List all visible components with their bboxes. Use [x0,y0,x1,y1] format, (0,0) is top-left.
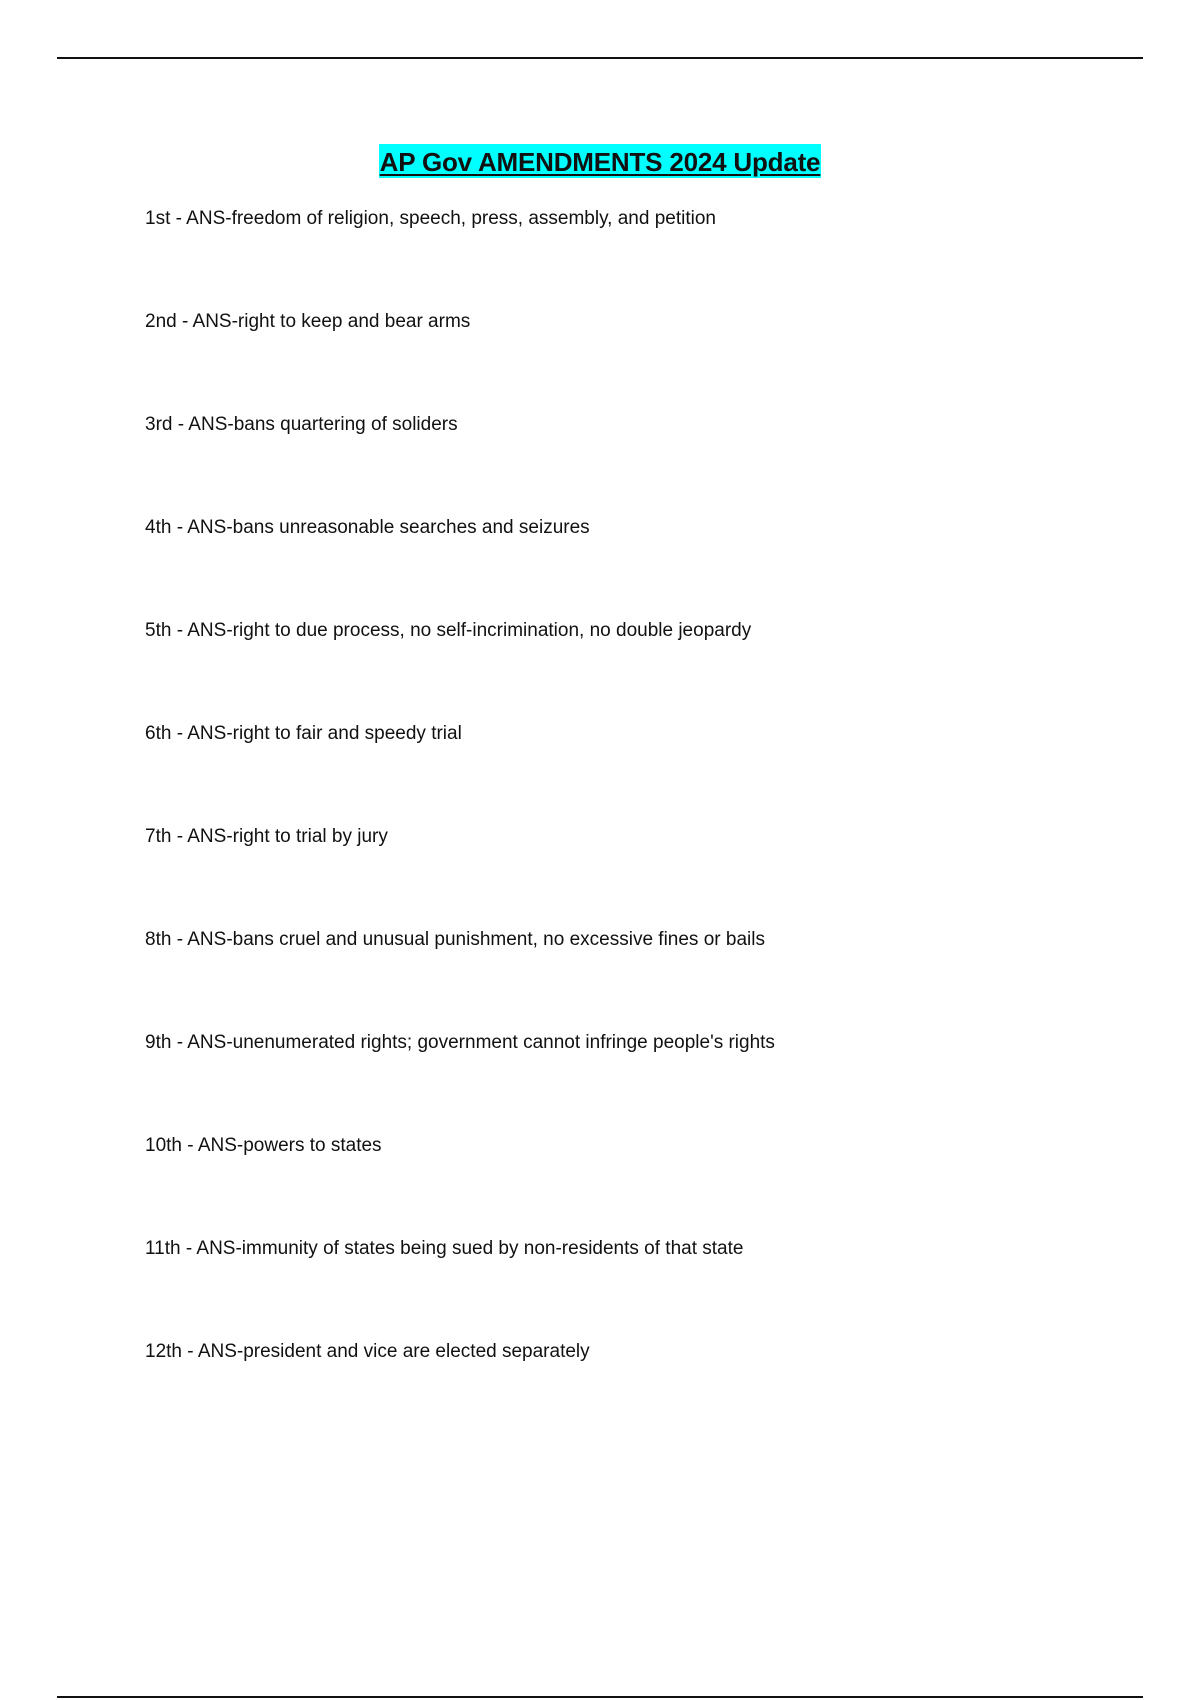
bottom-rule [57,1696,1143,1698]
amendment-entry-2: 2nd - ANS-right to keep and bear arms [145,311,471,332]
amendment-entry-5: 5th - ANS-right to due process, no self-incrimination, no double jeopardy [145,620,752,641]
amendment-entry-1: 1st - ANS-freedom of religion, speech, press, assembly, and petition [145,208,716,229]
amendment-entry-7: 7th - ANS-right to trial by jury [145,826,388,847]
amendment-entry-10: 10th - ANS-powers to states [145,1135,382,1156]
amendment-list [145,204,1145,1440]
amendment-entry-3: 3rd - ANS-bans quartering of soliders [145,414,458,435]
document-title: AP Gov AMENDMENTS 2024 Update [379,144,822,178]
top-rule [57,57,1143,59]
amendment-entry-4: 4th - ANS-bans unreasonable searches and seizures [145,517,590,538]
amendment-entry-8: 8th - ANS-bans cruel and unusual punishment, no excessive fines or bails [145,929,765,950]
amendment-entry-9: 9th - ANS-unenumerated rights; government cannot infringe people's rights [145,1032,775,1053]
amendment-entry-11: 11th - ANS-immunity of states being sued by non-residents of that state [145,1238,744,1259]
title-container [0,144,1200,178]
amendment-entry-6: 6th - ANS-right to fair and speedy trial [145,723,462,744]
amendment-entry-12: 12th - ANS-president and vice are elected separately [145,1341,590,1362]
